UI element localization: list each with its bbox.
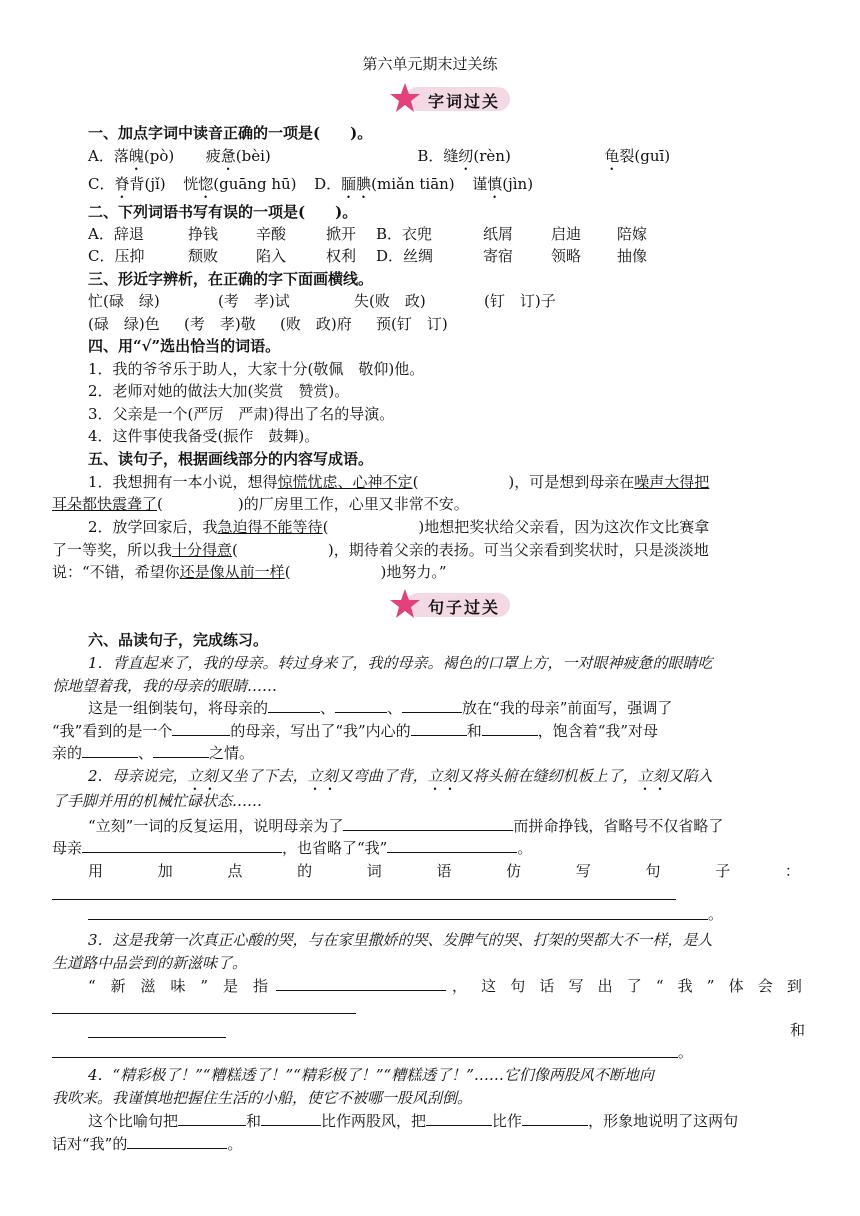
answer-line [88, 918, 708, 920]
q6-passage-3a: 3．这是我第一次真正心酸的哭，与在家里撒娇的哭、发脾气的哭、打架的哭都大不一样，是人 [88, 931, 713, 949]
q6-passage-2b: 了手脚并用的机械忙碌状态…… [52, 792, 263, 810]
section-banner-ju [388, 590, 512, 620]
q6-q4-line-2: 话对“我”的 。 [52, 1135, 243, 1153]
answer-line [88, 1036, 226, 1038]
q5-sentence-1a: 1．我想拥有一本小说，想得惊慌忧虑、心神不定( )，可是想到母亲在噪声大得把 [88, 473, 710, 491]
q2-row-1: A．辞退 挣钱 辛酸 掀开 B．衣兜 纸屑 启迪 陪嫁 [88, 225, 648, 243]
q6-q3-end: 。 [678, 1043, 694, 1061]
q5-sentence-2a: 2．放学回家后，我急迫得不能等待( )地想把奖状给父亲看，因为这次作文比赛拿 [88, 518, 710, 536]
q4-item: 1．我的爷爷乐于助人，大家十分(敬佩 敬仰)他。 [88, 360, 425, 378]
q6-passage-4b: 我吹来。我谨慎地把握住生活的小船，使它不被哪一股风刮倒。 [52, 1089, 473, 1107]
q6-passage-2a: 2．母亲说完，立刻又坐了下去，立刻又弯曲了背，立刻又将头俯在缝纫机板上了，立刻又陷入 [88, 767, 713, 785]
q6-passage-3b: 生道路中品尝到的新滋味了。 [52, 954, 248, 972]
q6-q2-line-3: 用 加 点 的 词 语 仿 写 句 子 ： [88, 862, 800, 880]
q5-sentence-2c: 说：“不错，希望你还是像从前一样( )地努力。” [52, 563, 447, 581]
q6-q2-line-2: 母亲 ，也省略了“我” 。 [52, 839, 533, 857]
q6-passage-1b: 惊地望着我，我的母亲的眼睛…… [52, 677, 278, 695]
q6-q2-line-1: “立刻”一词的反复运用，说明母亲为了 而拼命挣钱，省略号不仅省略了 [88, 817, 724, 835]
q3-row-1: 忙(碌 绿) (考 孝)试 失(败 政) (钉 订)子 [88, 292, 556, 310]
q6-q3-line-1: “ 新 滋 味 ” 是 指 ， 这 句 话 写 出 了 “ 我 ” 体 会 到 [88, 977, 802, 995]
q6-q1-line-2: “我”看到的是一个 的母亲，写出了“我”内心的 和 ，饱含着“我”对母 [52, 722, 659, 740]
section-banner-ci [388, 84, 512, 114]
q6-passage-4a: 4．“精彩极了！”“糟糕透了！”“精彩极了！”“糟糕透了！”……它们像两股风不断地向 [88, 1066, 654, 1084]
q1-heading: 一、加点字词中读音正确的一项是( )。 [88, 124, 373, 142]
star-icon [388, 81, 422, 115]
q2-row-2: C．压抑 颓败 陷入 权利 D．丝绸 寄宿 领略 抽像 [88, 247, 648, 265]
q4-item: 4．这件事使我备受(振作 鼓舞)。 [88, 427, 320, 445]
q5-sentence-2b: 了一等奖，所以我十分得意( )，期待着父亲的表扬。可当父亲看到奖状时，只是淡淡地 [52, 541, 709, 559]
q4-item: 3．父亲是一个(严厉 严肃)得出了名的导演。 [88, 405, 395, 423]
star-icon [388, 587, 422, 621]
q6-q4-line-1: 这个比喻句把 和 比作两股风，把 比作 ，形象地说明了这两句 [88, 1112, 739, 1130]
q3-row-2: (碌 绿)色 (考 孝)敬 (败 政)府 预(钉 订) [88, 315, 448, 333]
answer-line [52, 898, 676, 900]
section-title-ci: 字词过关 [428, 92, 501, 111]
q1-row-cd: C．脊背(jǐ) 恍惚(guāng hū) D．腼腆(miǎn tiān) 谨慎(jìn) [88, 175, 534, 193]
q5-sentence-1b: 耳朵都快震聋了( )的厂房里工作，心里又非常不安。 [52, 495, 469, 513]
q5-heading: 五、读句子，根据画线部分的内容写成语。 [88, 450, 374, 468]
answer-line [52, 1012, 356, 1014]
q6-heading: 六、品读句子，完成练习。 [88, 631, 269, 649]
q2-heading: 二、下列词语书写有误的一项是( )。 [88, 203, 358, 221]
q3-heading: 三、形近字辨析，在正确的字下面画横线。 [88, 270, 374, 288]
q4-item: 2．老师对她的做法大加(奖赏 赞赏)。 [88, 382, 350, 400]
q1-row-ab: A．落魄(pò) 疲惫(bèi) B．缝纫(rèn) 龟裂(guī) [88, 147, 671, 165]
q4-heading: 四、用“√”选出恰当的词语。 [88, 337, 281, 355]
q6-q1-line-1: 这是一组倒装句，将母亲的 、 、 放在“我的母亲”前面写，强调了 [88, 699, 673, 717]
q6-passage-1a: 1．背直起来了，我的母亲。转过身来了，我的母亲。褐色的口罩上方，一对眼神疲惫的眼睛吃 [88, 654, 713, 672]
q6-q2-end: 。 [708, 905, 724, 923]
q6-q1-line-3: 亲的 、 之情。 [52, 744, 255, 762]
section-title-ju: 句子过关 [428, 598, 501, 617]
page-title: 第六单元期末过关练 [362, 55, 498, 73]
answer-line [52, 1056, 678, 1058]
q6-q3-he: 和 [790, 1021, 806, 1039]
